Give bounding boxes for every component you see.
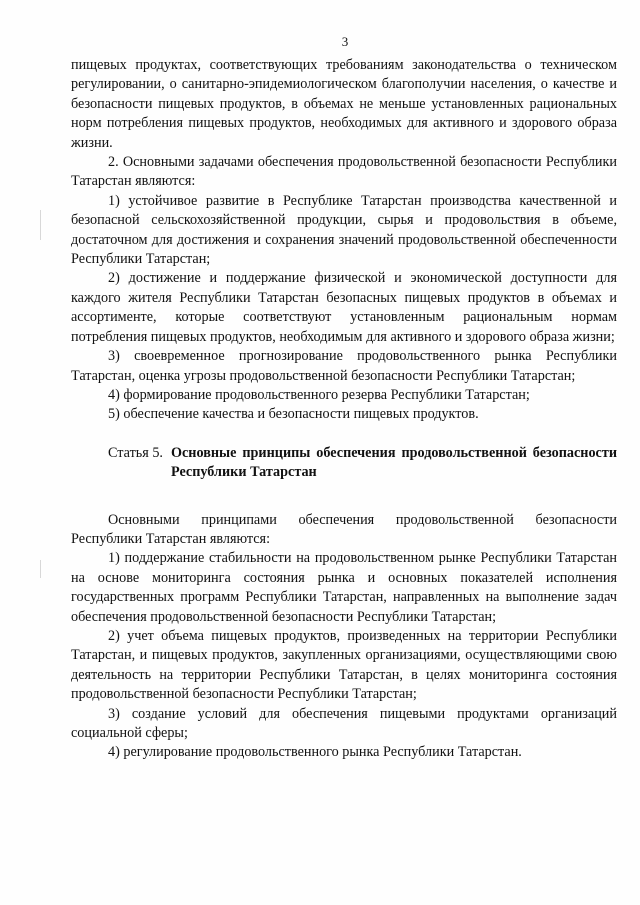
task-item-4: 4) формирование продовольственного резерва Республики Татарстан;: [108, 386, 530, 403]
document-body: [71, 56, 617, 763]
task-item-3: 3) своевременное прогнозирование продовольственного рынка Республики Татарстан, оценка угрозы продовольственной безопасности Республики Татарстан;: [71, 348, 617, 384]
page-number: 3: [341, 34, 349, 49]
task-item-5: 5) обеспечение качества и безопасности пищевых продуктов.: [108, 406, 479, 423]
task-item-1: 1) устойчивое развитие в Республике Татарстан производства качественной и безопасной сельскохозяйственной продукции, сырья и продовольствия в объеме, достаточном для достижения и сохранения значений продовольственной обеспеченности Республики Татарстан;: [71, 192, 617, 268]
paragraph-principles-intro: Основными принципами обеспечения продовольственной безопасности Республики Татарстан являются:: [71, 511, 617, 547]
article-title: Основные принципы обеспечения продовольственной безопасности Республики Татарстан: [170, 444, 617, 481]
paragraph-tasks-intro: 2. Основными задачами обеспечения продовольственной безопасности Республики Татарстан являются:: [71, 154, 617, 190]
article-heading: [71, 444, 617, 483]
paragraph-continuation: пищевых продуктах, соответствующих требованиям законодательства о техническом регулировании, о санитарно-эпидемиологическом благополучии населения, о качестве и безопасности пищевых продуктов, в объемах не меньше установленных рациональных норм потребления пищевых продуктов, необходимых для активного и здорового образа жизни.: [71, 57, 617, 151]
principle-item-3: 3) создание условий для обеспечения пищевыми продуктами организаций социальной сферы;: [71, 705, 617, 741]
principle-item-4: 4) регулирование продовольственного рынка Республики Татарстан.: [108, 744, 522, 761]
scan-margin-mark: [40, 210, 41, 240]
task-item-2: 2) достижение и поддержание физической и экономической доступности для каждого жителя Республики Татарстан безопасных пищевых продуктов в объемах и ассортименте, которые соответствуют установленным рациональным нормам потребления пищевых продуктов, необходимым для активного и здорового образа жизни;: [71, 270, 617, 345]
article-number: Статья 5.: [108, 444, 163, 461]
scan-margin-mark: [40, 560, 41, 578]
principle-item-2: 2) учет объема пищевых продуктов, произведенных на территории Республики Татарстан, и пищевых продуктов, закупленных организациями, осуществляющими свою деятельность на территории Республики Татарстан, в целях мониторинга состояния продовольственной безопасности Республики Татарстан;: [71, 627, 617, 703]
principle-item-1: 1) поддержание стабильности на продовольственном рынке Республики Татарстан на основе мониторинга состояния рынка и основных показателей исполнения государственных программ Республики Татарстан, направленных на выполнение задач обеспечения продовольственной безопасности Республики Татарстан;: [71, 550, 617, 625]
